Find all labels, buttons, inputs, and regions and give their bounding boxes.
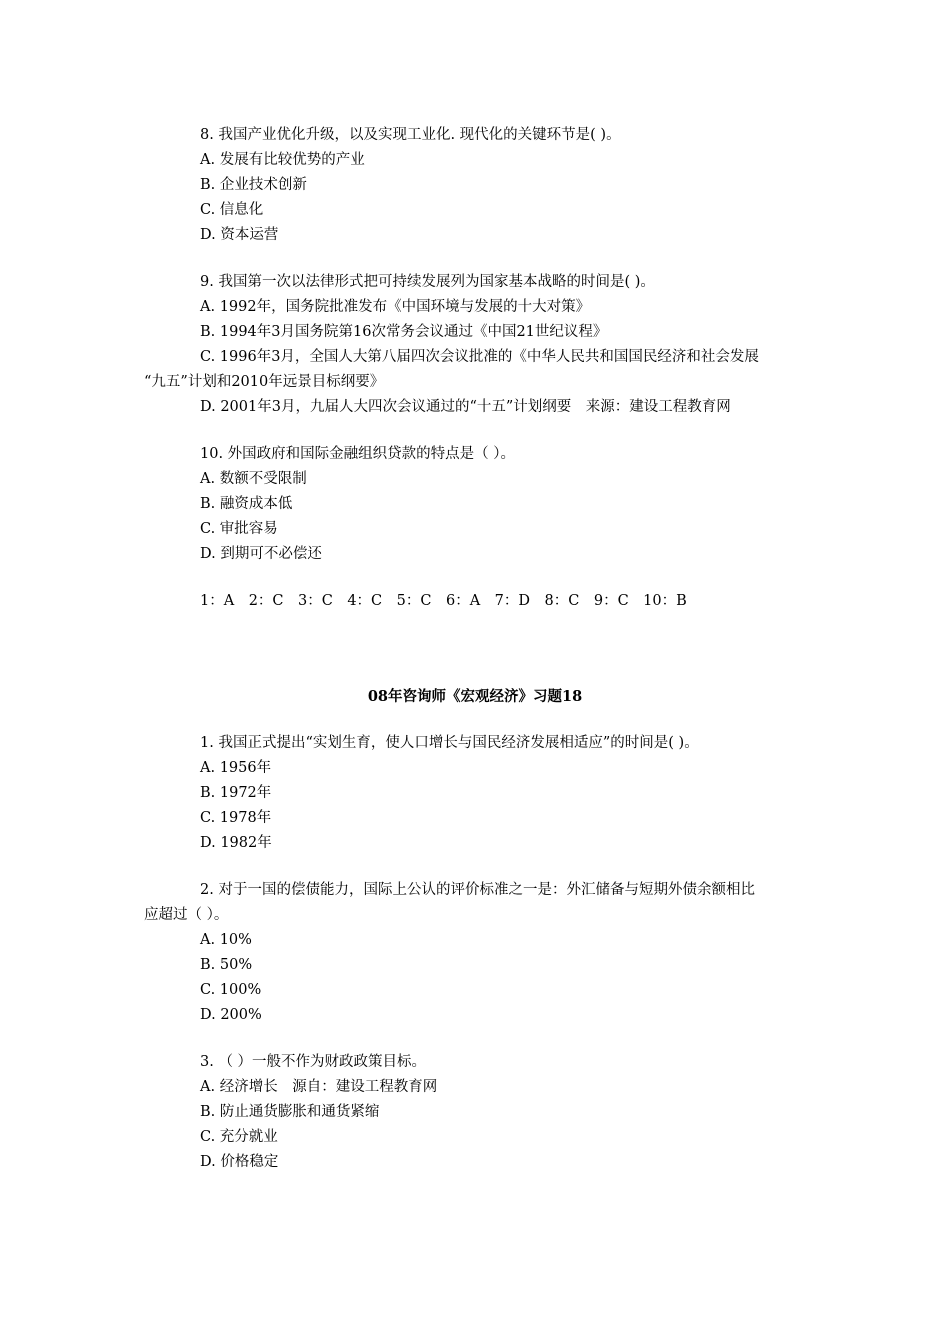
question-9-stem: 9. 我国第一次以法律形式把可持续发展列为国家基本战略的时间是( )。	[200, 274, 655, 290]
question-10-option-b: B. 融资成本低	[200, 496, 293, 512]
question-2-option-b: B. 50%	[200, 957, 253, 973]
question-1-option-d: D. 1982年	[200, 835, 272, 851]
question-9-option-c-continued: “九五”计划和2010年远景目标纲要》	[144, 374, 385, 390]
question-2-option-a: A. 10%	[200, 932, 252, 948]
question-1-stem: 1. 我国正式提出“实划生育，使人口增长与国民经济发展相适应”的时间是( )。	[200, 735, 699, 751]
section-title: 08年咨询师《宏观经济》习题18	[367, 688, 583, 705]
question-8-stem: 8. 我国产业优化升级，以及实现工业化. 现代化的关键环节是( )。	[200, 127, 621, 143]
question-1-option-a: A. 1956年	[200, 760, 272, 776]
question-8-option-d: D. 资本运营	[200, 227, 279, 243]
question-8-option-a: A. 发展有比较优势的产业	[200, 152, 365, 168]
answer-key: 1：A 2：C 3：C 4：C 5：C 6：A 7：D 8：C 9：C 10：B	[200, 593, 687, 609]
question-3-option-c: C. 充分就业	[200, 1129, 278, 1145]
question-9-option-c: C. 1996年3月，全国人大第八届四次会议批准的《中华人民共和国国民经济和社会发展	[200, 349, 759, 365]
question-3-stem: 3. （ ）一般不作为财政政策目标。	[200, 1054, 427, 1070]
question-8-option-c: C. 信息化	[200, 202, 264, 218]
question-10-option-d: D. 到期可不必偿还	[200, 546, 322, 562]
question-8-option-b: B. 企业技术创新	[200, 177, 307, 193]
question-2-stem-continued: 应超过（ ）。	[144, 907, 229, 923]
question-1-option-c: C. 1978年	[200, 810, 272, 826]
question-2-stem: 2. 对于一国的偿债能力，国际上公认的评价标准之一是：外汇储备与短期外债余额相比	[200, 882, 755, 898]
question-1-option-b: B. 1972年	[200, 785, 272, 801]
question-3-option-d: D. 价格稳定	[200, 1154, 279, 1170]
question-2-option-c: C. 100%	[200, 982, 262, 998]
question-9-option-a: A. 1992年，国务院批准发布《中国环境与发展的十大对策》	[200, 299, 591, 315]
question-2-option-d: D. 200%	[200, 1007, 262, 1023]
question-9-option-b: B. 1994年3月国务院第16次常务会议通过《中国21世纪议程》	[200, 324, 608, 340]
question-10-option-a: A. 数额不受限制	[200, 471, 307, 487]
question-3-option-a: A. 经济增长 源自：建设工程教育网	[200, 1079, 438, 1095]
question-10-stem: 10. 外国政府和国际金融组织贷款的特点是（ ）。	[200, 446, 516, 462]
question-9-option-d: D. 2001年3月，九届人大四次会议通过的“十五”计划纲要 来源：建设工程教育网	[200, 399, 731, 415]
question-3-option-b: B. 防止通货膨胀和通货紧缩	[200, 1104, 380, 1120]
question-10-option-c: C. 审批容易	[200, 521, 278, 537]
